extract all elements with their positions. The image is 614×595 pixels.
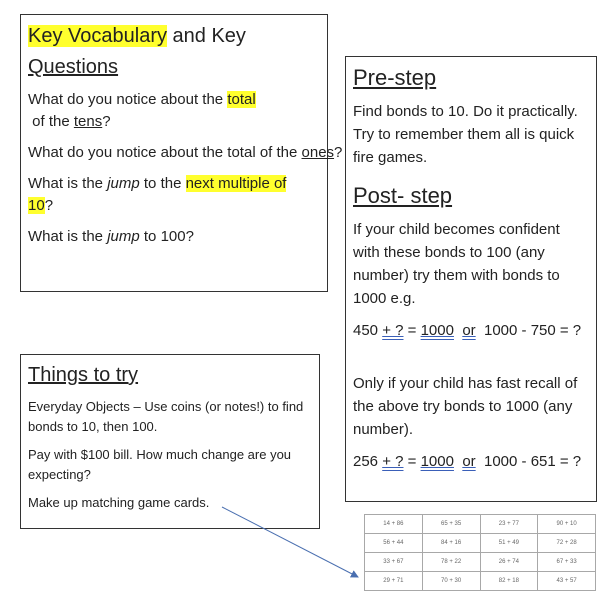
- things-to-try-title: Things to try: [28, 364, 139, 386]
- question-2: What do you notice about the total of the ones?: [28, 144, 343, 161]
- equation-1000-750: 450 + ? = 1000 or 1000 - 750 = ?: [353, 322, 582, 339]
- things-to-try-box: [20, 354, 320, 529]
- fast-recall-text: Only if your child has fast recall of the above try bonds to 1000 (any number).: [353, 375, 578, 438]
- pre-step-text: Find bonds to 10. Do it practically. Try to remember them all is quick fire games.: [353, 103, 578, 166]
- card: 26 + 74: [480, 553, 538, 572]
- card: 72 + 28: [538, 534, 596, 553]
- card: 51 + 49: [480, 534, 538, 553]
- matching-game-cards: [364, 514, 596, 591]
- card: 43 + 57: [538, 572, 596, 591]
- card: 90 + 10: [538, 515, 596, 534]
- post-step-title: Post- step: [353, 183, 453, 208]
- equation-1000-651: 256 + ? = 1000 or 1000 - 651 = ?: [353, 453, 582, 470]
- question-1: What do you notice about the total of the tens?: [28, 91, 256, 130]
- card: 84 + 16: [422, 534, 480, 553]
- title-rest: and Key: [166, 25, 246, 47]
- card: 29 + 71: [365, 572, 423, 591]
- cards-row: [365, 515, 596, 534]
- key-vocabulary-title: [28, 21, 320, 83]
- card: 56 + 44: [365, 534, 423, 553]
- cards-row: [365, 534, 596, 553]
- post-step-text: If your child becomes confident with these bonds to 100 (any number) try them with bonds to 1000 e.g.: [353, 221, 560, 307]
- cards-row: [365, 553, 596, 572]
- key-vocabulary-box: [20, 14, 343, 292]
- pre-step-title: Pre-step: [353, 65, 437, 90]
- try-item-change: Pay with $100 bill. How much change are you expecting?: [28, 447, 292, 482]
- card: 78 + 22: [422, 553, 480, 572]
- card: 33 + 67: [365, 553, 423, 572]
- cards-row: [365, 572, 596, 591]
- card: 67 + 33: [538, 553, 596, 572]
- card: 23 + 77: [480, 515, 538, 534]
- question-4: What is the jump to 100?: [28, 228, 194, 245]
- card: 65 + 35: [422, 515, 480, 534]
- title-line2: Questions: [28, 56, 119, 78]
- try-item-coins: Everyday Objects – Use coins (or notes!) to find bonds to 10, then 100.: [28, 399, 304, 434]
- steps-box: [345, 56, 597, 502]
- title-highlight: Key Vocabulary: [28, 25, 167, 47]
- question-3: What is the jump to the next multiple of 10?: [28, 175, 287, 214]
- card: 70 + 30: [422, 572, 480, 591]
- card: 14 + 86: [365, 515, 423, 534]
- try-item-cards: Make up matching game cards.: [28, 495, 210, 510]
- card: 82 + 18: [480, 572, 538, 591]
